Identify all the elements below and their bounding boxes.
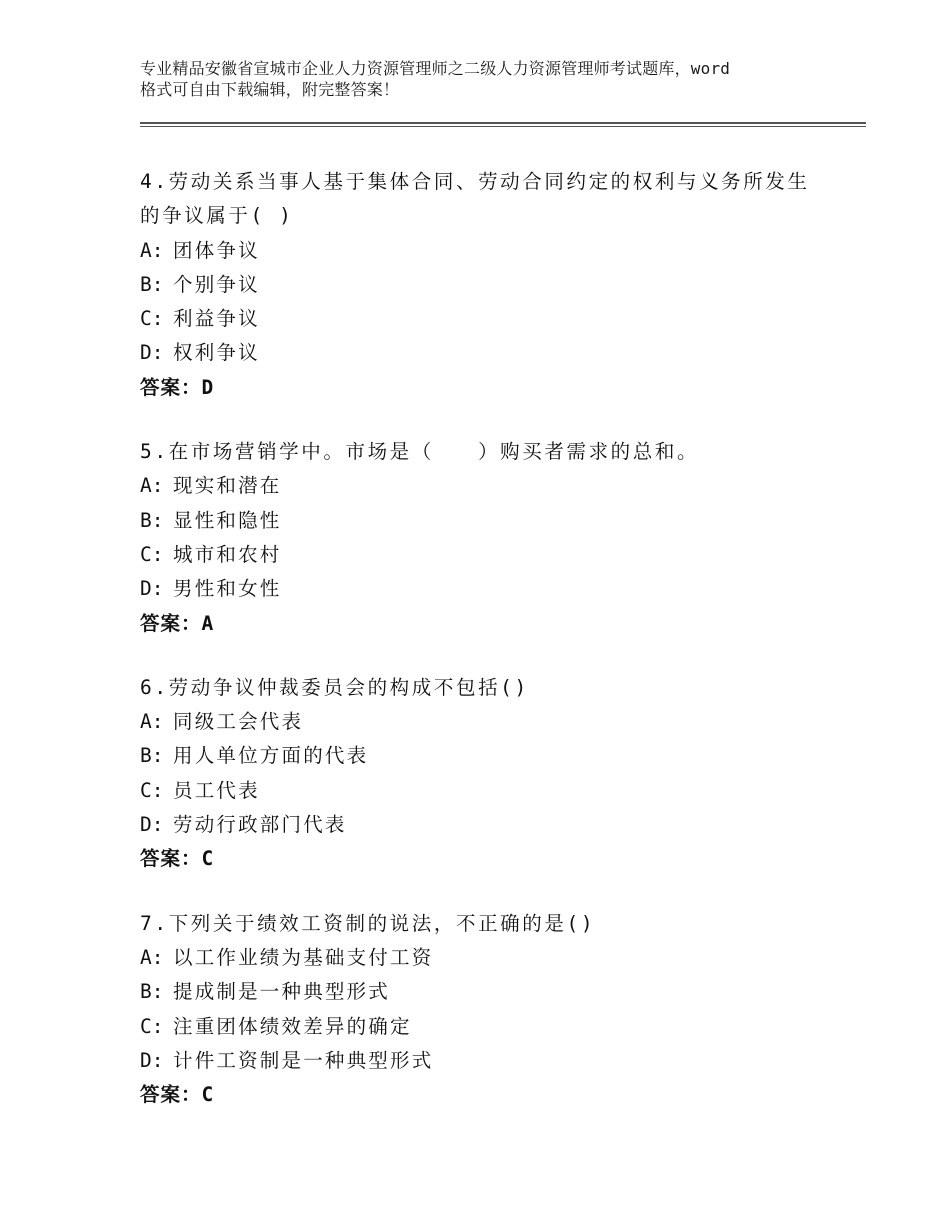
option-key: A: (140, 238, 164, 262)
option-text: 利益争议 (173, 307, 260, 331)
answer-value: C (201, 1083, 215, 1107)
answer-label: 答案： (140, 1083, 202, 1107)
option-text: 个别争议 (173, 272, 260, 296)
option-key: B: (140, 272, 164, 296)
option-key: D: (140, 341, 164, 365)
answer-value: A (201, 611, 215, 635)
option-b (140, 739, 860, 773)
option-c (140, 538, 860, 572)
question-stem-line: 4.劳动关系当事人基于集体合同、劳动合同约定的权利与义务所发生 (140, 170, 810, 193)
option-key: C: (140, 307, 164, 331)
option-c (140, 302, 860, 336)
answer-label: 答案： (140, 847, 202, 871)
option-text: 以工作业绩为基础支付工资 (173, 945, 434, 969)
option-key: C: (140, 1014, 164, 1038)
answer-line (140, 1078, 860, 1112)
question-stem-line: 7.下列关于绩效工资制的说法，不正确的是() (140, 911, 596, 935)
header-line-2: 格式可自由下载编辑，附完整答案！ (140, 80, 400, 99)
option-d (140, 336, 860, 370)
answer-label: 答案： (140, 611, 202, 635)
header-divider-thin (140, 126, 866, 127)
option-c (140, 774, 860, 808)
option-d (140, 1044, 860, 1078)
header-divider-thick (140, 122, 866, 124)
option-text: 注重团体绩效差异的确定 (173, 1014, 412, 1038)
option-a (140, 941, 860, 975)
header-line-1: 专业精品安徽省宣城市企业人力资源管理师之二级人力资源管理师考试题库，word (140, 59, 731, 78)
option-b (140, 268, 860, 302)
option-text: 男性和女性 (173, 577, 282, 601)
option-text: 显性和隐性 (173, 508, 282, 532)
answer-label: 答案： (140, 375, 202, 399)
answer-value: D (201, 375, 215, 399)
answer-line (140, 842, 860, 876)
option-text: 用人单位方面的代表 (173, 744, 369, 768)
option-text: 计件工资制是一种典型形式 (173, 1048, 434, 1072)
option-key: D: (140, 1048, 164, 1072)
option-key: C: (140, 542, 164, 566)
question-list (140, 165, 860, 1142)
option-key: A: (140, 710, 164, 734)
option-text: 提成制是一种典型形式 (173, 980, 391, 1004)
option-a (140, 705, 860, 739)
question-block (140, 435, 860, 641)
question-block (140, 907, 860, 1113)
option-d (140, 572, 860, 606)
answer-line (140, 371, 860, 405)
question-block (140, 165, 860, 405)
answer-line (140, 607, 860, 641)
option-key: C: (140, 778, 164, 802)
option-key: A: (140, 945, 164, 969)
option-c (140, 1010, 860, 1044)
option-key: D: (140, 813, 164, 837)
document-header (140, 58, 840, 100)
option-b (140, 975, 860, 1009)
option-text: 城市和农村 (173, 542, 282, 566)
question-block (140, 671, 860, 877)
question-stem-line: 6.劳动争议仲裁委员会的构成不包括() (140, 675, 529, 699)
option-text: 权利争议 (173, 341, 260, 365)
option-text: 劳动行政部门代表 (173, 813, 347, 837)
question-stem-line: 的争议属于( ) (140, 204, 294, 228)
option-key: B: (140, 980, 164, 1004)
option-text: 同级工会代表 (173, 710, 304, 734)
option-text: 现实和潜在 (173, 474, 282, 498)
option-text: 团体争议 (173, 238, 260, 262)
question-stem-line: 5.在市场营销学中。市场是（ ）购买者需求的总和。 (140, 440, 700, 464)
option-d (140, 808, 860, 842)
option-key: A: (140, 474, 164, 498)
option-a (140, 469, 860, 503)
option-key: D: (140, 577, 164, 601)
answer-value: C (201, 847, 215, 871)
option-b (140, 504, 860, 538)
option-a (140, 234, 860, 268)
option-key: B: (140, 744, 164, 768)
option-text: 员工代表 (173, 778, 260, 802)
option-key: B: (140, 508, 164, 532)
